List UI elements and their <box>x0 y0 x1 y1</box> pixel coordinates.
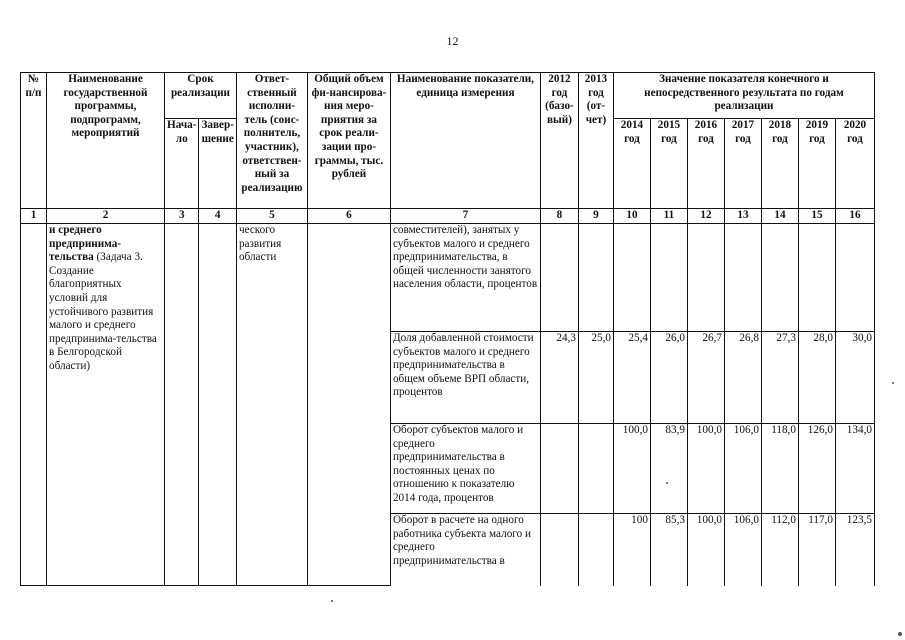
value-cell: 117,0 <box>798 514 835 586</box>
value-2013-cell <box>578 424 613 514</box>
indicator-cell: Оборот в расчете на одного работника субъекта малого и среднего предпринимательства в <box>390 514 540 586</box>
indicator-cell: Доля добавленной стоимости субъектов малого и среднего предпринимательства в общем объеме ВРП области, процентов <box>390 332 540 424</box>
value-cell <box>798 224 835 332</box>
column-number: 5 <box>236 209 307 224</box>
column-numbers-row <box>21 209 875 224</box>
header-year-2012: 2012 год (базо-вый) <box>540 73 578 209</box>
header-year-2019: 2019 год <box>798 119 835 209</box>
value-cell: 100,0 <box>687 424 724 514</box>
value-cell <box>761 224 798 332</box>
header-year-2018: 2018 год <box>761 119 798 209</box>
value-cell: 26,7 <box>687 332 724 424</box>
value-cell: 123,5 <box>835 514 874 586</box>
scan-speck <box>331 600 333 602</box>
page-number: 12 <box>446 34 459 48</box>
indicators-table <box>20 72 875 586</box>
value-cell: 26,0 <box>650 332 687 424</box>
value-cell: 118,0 <box>761 424 798 514</box>
term-end-cell <box>199 224 236 586</box>
header-name: Наименование государственной программы, подпрограмм, мероприятий <box>47 73 165 209</box>
header-year-2015: 2015 год <box>650 119 687 209</box>
value-cell: 100,0 <box>613 424 650 514</box>
header-year-2017: 2017 год <box>724 119 761 209</box>
value-cell: 30,0 <box>835 332 874 424</box>
program-name-rest: (Задача 3. Создание благоприятных условий для устойчивого развития малого и среднего предпринима-тельства в Белгородской области) <box>49 251 157 372</box>
header-term-start: Нача-ло <box>165 119 199 209</box>
column-number: 6 <box>307 209 390 224</box>
value-cell <box>724 224 761 332</box>
header-year-2014: 2014 год <box>613 119 650 209</box>
header-number: № п/п <box>21 73 47 209</box>
indicator-cell: совместителей), занятых у субъектов малого и среднего предпринимательства, в общей численности занятого населения области, процентов <box>390 224 540 332</box>
value-cell: 112,0 <box>761 514 798 586</box>
value-2012-cell <box>540 424 578 514</box>
value-2012-cell <box>540 224 578 332</box>
scan-speck <box>666 482 668 484</box>
program-name-bold: и среднего предпринима-тельства <box>49 224 122 264</box>
header-values-title: Значение показателя конечного и непосредственного результата по годам реализации <box>613 73 874 119</box>
value-cell: 100 <box>613 514 650 586</box>
program-name-cell <box>47 224 165 586</box>
header-executor: Ответ-ственный исполни-тель (соис-полнитель, участник), ответствен-ный за реализацию <box>236 73 307 209</box>
value-cell: 134,0 <box>835 424 874 514</box>
value-2013-cell <box>578 514 613 586</box>
header-year-2013: 2013 год (от-чет) <box>578 73 613 209</box>
executor-cell: ческого развития области <box>236 224 307 586</box>
value-cell: 100,0 <box>687 514 724 586</box>
column-number: 10 <box>613 209 650 224</box>
column-number: 13 <box>724 209 761 224</box>
value-2012-cell <box>540 514 578 586</box>
value-cell: 85,3 <box>650 514 687 586</box>
value-cell: 106,0 <box>724 514 761 586</box>
column-number: 7 <box>390 209 540 224</box>
header-term-end: Завер-шение <box>199 119 236 209</box>
header-term: Срок реализации <box>165 73 237 119</box>
value-cell: 25,4 <box>613 332 650 424</box>
column-number: 3 <box>165 209 199 224</box>
table-header <box>21 73 875 209</box>
column-number: 14 <box>761 209 798 224</box>
value-cell: 106,0 <box>724 424 761 514</box>
column-number: 8 <box>540 209 578 224</box>
value-cell <box>613 224 650 332</box>
value-cell: 126,0 <box>798 424 835 514</box>
header-year-2020: 2020 год <box>835 119 874 209</box>
value-cell <box>687 224 724 332</box>
value-cell: 26,8 <box>724 332 761 424</box>
funding-cell <box>307 224 390 586</box>
value-cell <box>650 224 687 332</box>
column-number: 11 <box>650 209 687 224</box>
column-number: 16 <box>835 209 874 224</box>
table-row <box>21 224 875 332</box>
value-cell <box>835 224 874 332</box>
header-year-2016: 2016 год <box>687 119 724 209</box>
value-cell: 27,3 <box>761 332 798 424</box>
indicator-cell: Оборот субъектов малого и среднего предпринимательства в постоянных ценах по отношению к показателю 2014 года, процентов <box>390 424 540 514</box>
row-number-cell <box>21 224 47 586</box>
value-cell: 83,9 <box>650 424 687 514</box>
column-number: 2 <box>47 209 165 224</box>
column-number: 15 <box>798 209 835 224</box>
column-number: 1 <box>21 209 47 224</box>
value-cell: 28,0 <box>798 332 835 424</box>
term-start-cell <box>165 224 199 586</box>
scan-speck <box>892 382 894 384</box>
header-funding: Общий объем фи-нансирова-ния меро-приятия за срок реали-зации про-граммы, тыс. рублей <box>307 73 390 209</box>
header-indicator: Наименование показатели, единица измерения <box>390 73 540 209</box>
value-2012-cell: 24,3 <box>540 332 578 424</box>
value-2013-cell: 25,0 <box>578 332 613 424</box>
value-2013-cell <box>578 224 613 332</box>
column-number: 12 <box>687 209 724 224</box>
column-number: 9 <box>578 209 613 224</box>
scan-speck <box>898 632 902 636</box>
column-number: 4 <box>199 209 236 224</box>
